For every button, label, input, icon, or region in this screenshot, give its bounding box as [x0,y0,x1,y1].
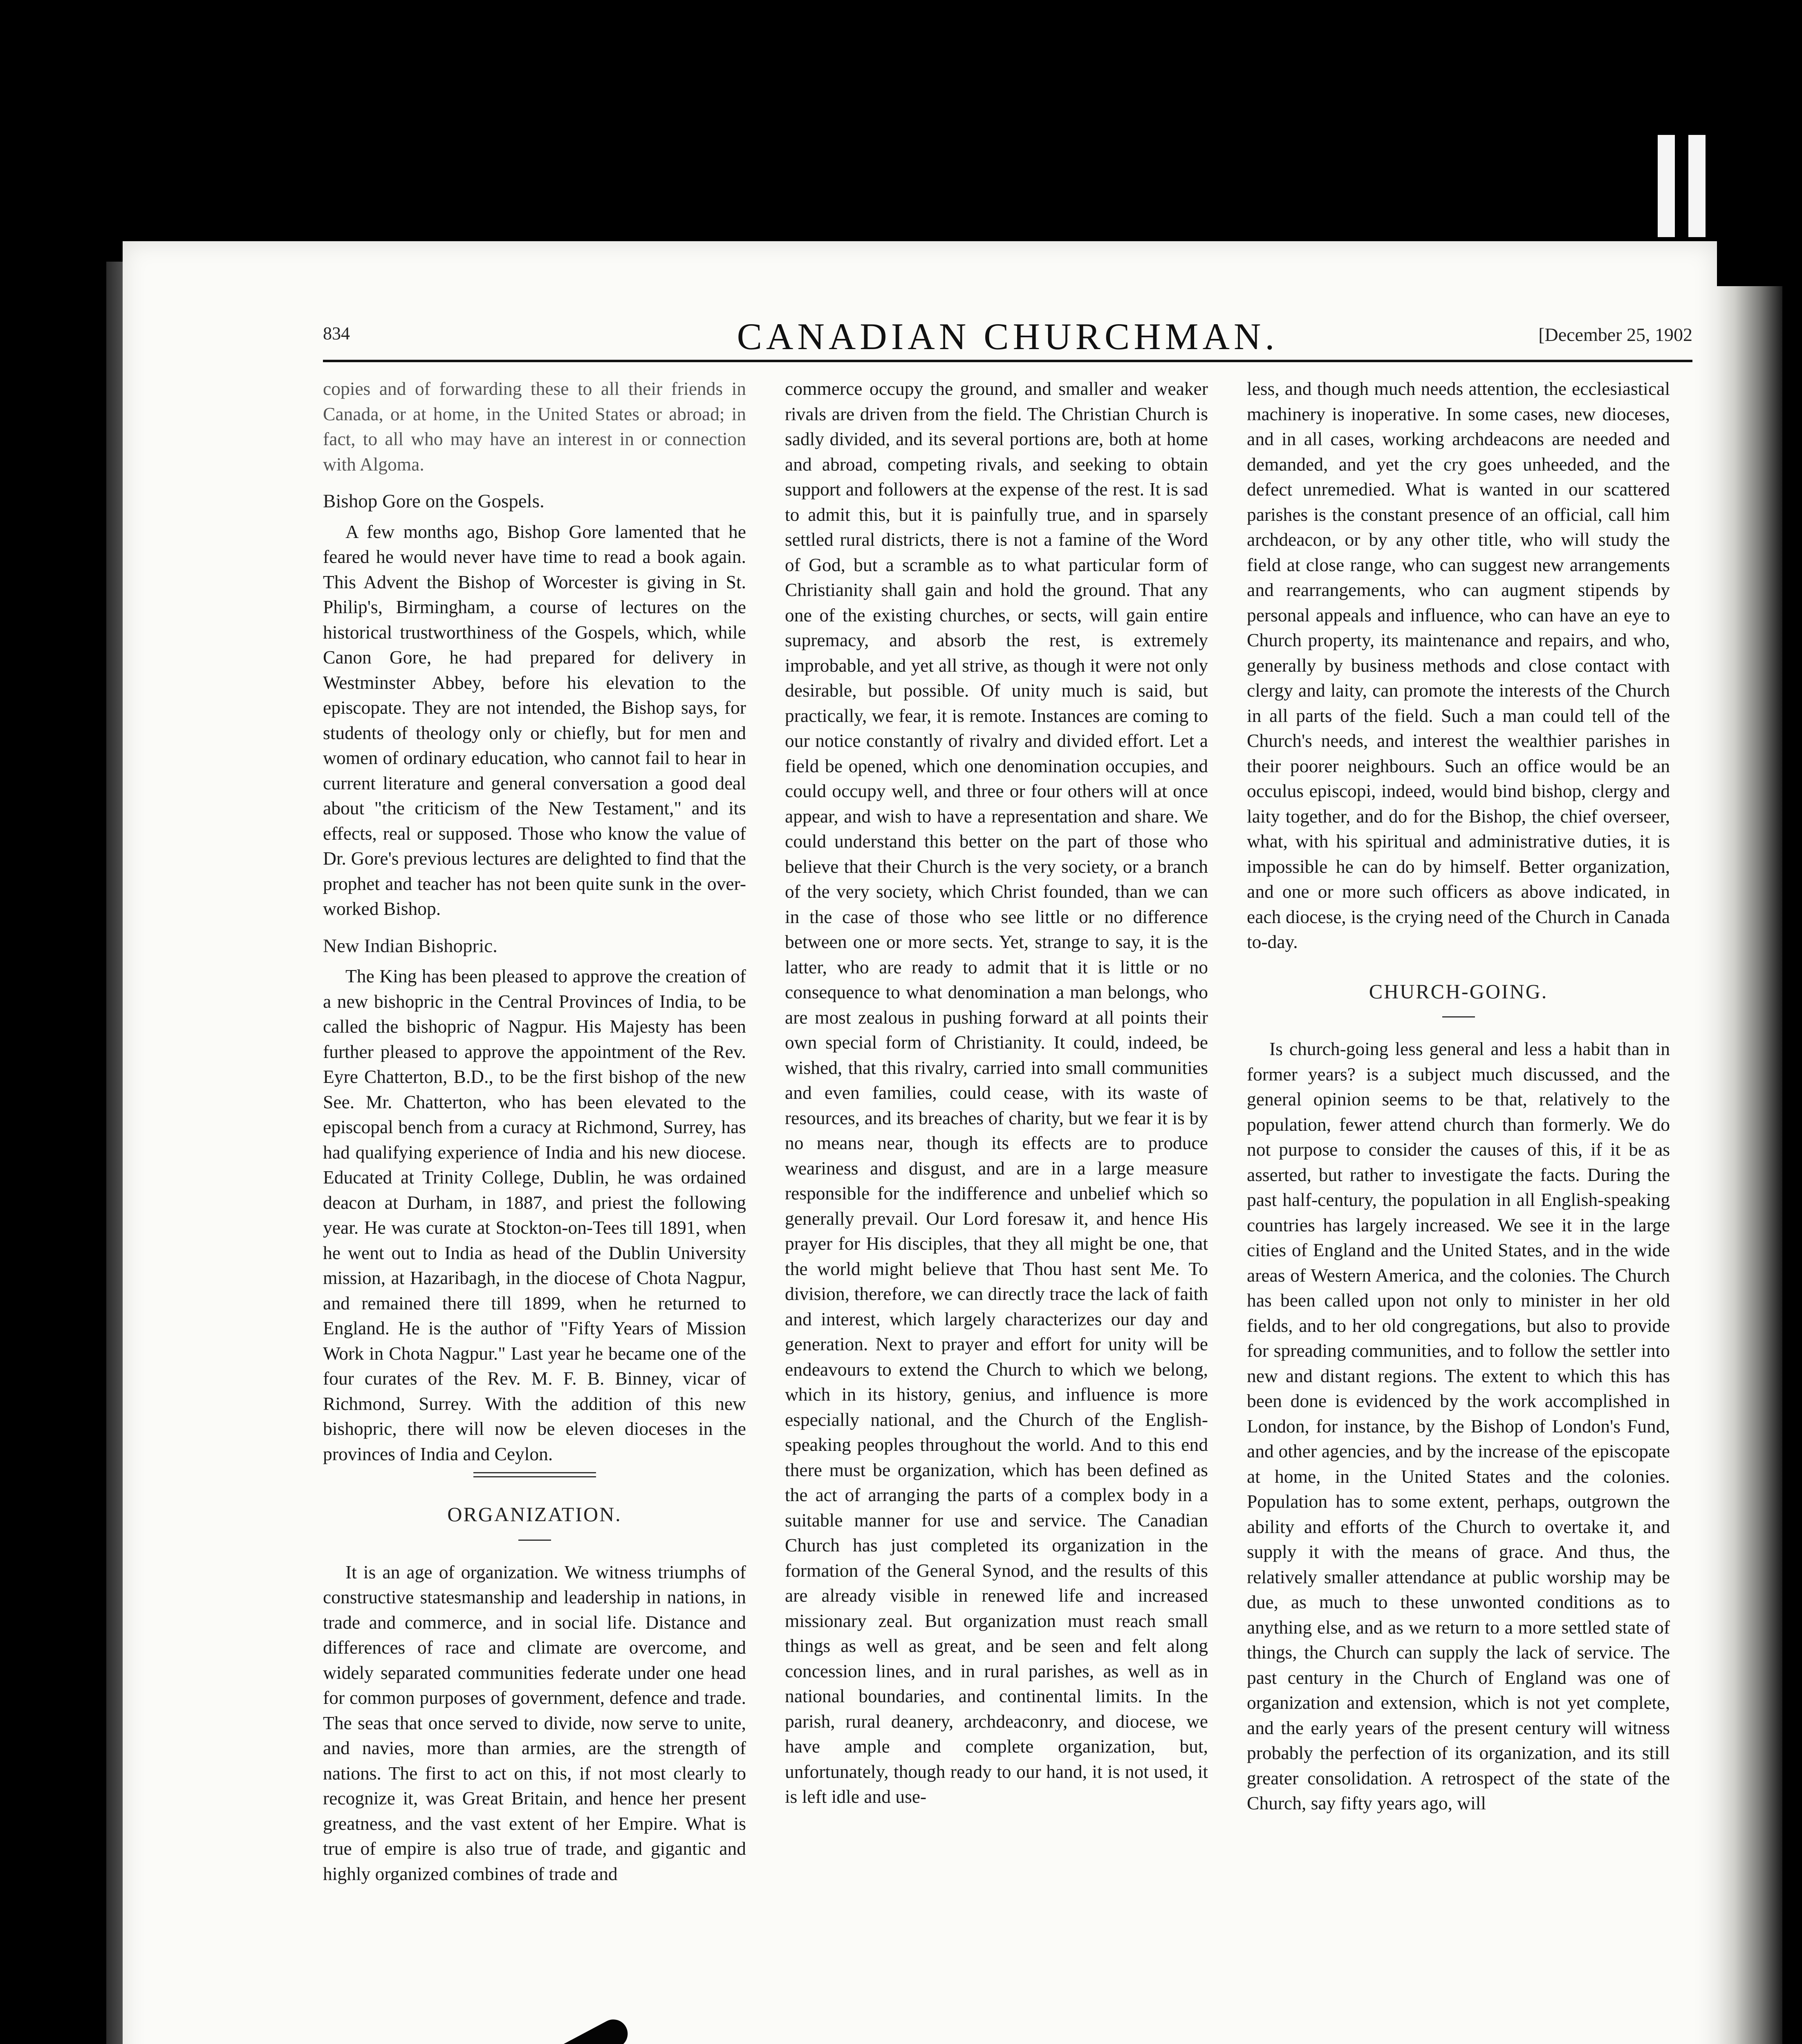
issue-date: [December 25, 1902 [1538,324,1692,345]
article-paragraph: It is an age of organization. We witness triumphs of constructive statesmanship and leadership in nations, in trade and commerce, and in social life. Distance and differences of race and climate are overcome, and widely separated communities federate under one head for common purposes of government, defence and trade. The seas that once served to divide, now serve to unite, and navies, more than armies, are the strength of nations. The first to act on this, if not most clearly to recognize it, was Great Britain, and hence her present greatness, and the vast extent of her Empire. What is true of empire is also true of trade, and gigantic and highly organized combines of trade and [323,1561,746,1884]
page-header [323,315,1692,364]
section-heading: ORGANIZATION. [447,1503,622,1526]
scan-marker [1688,135,1706,237]
journal-title: CANADIAN CHURCHMAN. [737,316,1279,357]
scan-marker [1658,135,1675,237]
article-paragraph: The King has been pleased to approve the creation of a new bishopric in the Central Provinces of India, to be called the bishopric of Nagpur. His Majesty has been further pleased to approve the appointment of the Rev. Eyre Chatterton, B.D., to be the first bishop of the new See. Mr. Chatterton, who has been elevated to the episcopal bench from a curacy at Richmond, Surrey, has had qualifying experience of India and his new diocese. Educated at Trinity College, Dublin, he was ordained deacon at Durham, in 1887, and priest the following year. He was curate at Stockton-on-Tees till 1891, when he went out to India as head of the Dublin University mission, at Hazaribagh, in the diocese of Chota Nagpur, and remained there till 1899, when he returned to England. He is the author of "Fifty Years of Mission Work in Chota Nagpur." Last year he became one of the four curates of the Rev. M. F. B. Binney, vicar of Richmond, Surrey. With the addition of this new bishopric, there will now be eleven dioceses in the provinces of India and Ceylon. [323,966,746,1464]
article-paragraph: commerce occupy the ground, and smaller and weaker rivals are driven from the field. The Christian Church is sadly divided, and its several portions are, both at home and abroad, competing rivals, and seeking to obtain support and followers at the expense of the rest. It is sad to admit this, but it is painfully true, and in sparsely settled rural districts, there is not a famine of the Word of God, but a scramble as to what particular form of Christianity shall gain and hold the ground. That any one of the existing churches, or sects, will gain entire supremacy, and absorb the rest, is extremely improbable, and yet all strive, as though it were not only desirable, but possible. Of unity much is said, but practically, we fear, it is remote. Instances are coming to our notice constantly of rivalry and divided effort. Let a field be opened, which one denomination occupies, and could occupy well, and three or four others will at once appear, and wish to have a representation and share. We could understand this better on the part of those who believe that their Church is the very society, or a branch of the very society, which Christ founded, than we can in the case of those who see little or no difference between one or more sects. Yet, strange to say, it is the latter, who are ready to admit that it is little or no consequence to what denomination a man belongs, who are most zealous in pushing forward at all points their own special form of Christianity. It could, indeed, be wished, that this rivalry, carried into small communities and even families, could cease, with its waste of resources, and its breaches of charity, but we fear it is by no means near, though its effects are to produce weariness and disgust, and are in a large measure responsible for the indifference and unbelief which so generally prevail. Our Lord foresaw it, and hence His prayer for His disciples, that they all might be one, that the world might believe that Thou hast sent Me. To division, therefore, we can directly trace the lack of faith and interest, which largely characterizes our day and generation. Next to prayer and effort for unity will be endeavours to extend the Church to which we belong, which in its history, genius, and influence is more especially national, and the Church of the English-speaking peoples throughout the world. And to this end there must be organization, which has been defined as the act of arranging the parts of a complex body in a suitable manner for use and service. The Canadian Church has just completed its organization in the formation of the General Synod, and the results of this are already visible in renewed life and increased missionary zeal. But organization must reach small things as well as great, and be seen and felt along concession lines, and in rural parishes, as well as in national boundaries, and continental limits. In the parish, rural deanery, archdeaconry, and diocese, we have ample and complete organization, but, unfortunately, though ready to our hand, it is not used, it is left idle and use- [785,378,1208,1807]
column-2 [785,376,1208,1809]
section-divider [473,1472,596,1477]
article-paragraph: Is church-going less general and less a habit than in former years? is a subject much discussed, and the general opinion seems to be that, relatively to the population, fewer attend church than formerly. We do not purpose to consider the causes of this, if it be as asserted, but rather to investigate the facts. During the past half-century, the population in all English-speaking countries has largely increased. We see it in the large cities of England and the United States, and in the wide areas of Western America, and the colonies. The Church has been called upon not only to minister in her old fields, and to her old congregations, but also to provide for spreading communities, and to follow the settler into new and distant regions. The extent to which this has been done is evidenced by the work accomplished in London, for instance, by the Bishop of London's Fund, and other agencies, and by the increase of the episcopate at home, in the United States and the colonies. Population has to some extent, perhaps, outgrown the ability and efforts of the Church to overtake it, and supply it with the means of grace. And thus, the relatively smaller attendance at public worship may be due, as much to these unwonted conditions as to anything else, and as we return to a more settled state of things, the Church can supply the lack of service. The past century in the Church of England was one of organization and extension, which is not yet complete, and the early years of the present century will witness probably the perfection of its organization, and its still greater consolidation. A retrospect of the state of the Church, say fifty years ago, will [1247,1038,1670,1813]
column-3 [1247,376,1670,1816]
article-subheading: Bishop Gore on the Gospels. [323,491,545,512]
header-rule [323,360,1692,362]
page-number: 834 [323,323,350,343]
heading-rule [1442,1016,1475,1018]
article-paragraph: copies and of forwarding these to all their friends in Canada, or at home, in the United States or abroad; in fact, to all who may have an interest in or connection with Algoma. [323,378,746,475]
section-heading: CHURCH-GOING. [1369,979,1548,1003]
heading-rule [518,1540,551,1541]
article-paragraph: A few months ago, Bishop Gore lamented that he feared he would never have time to read a book again. This Advent the Bishop of Worcester is giving in St. Philip's, Birmingham, a course of lectures on the historical trustworthiness of the Gospels, which, while Canon Gore, he had prepared for delivery in Westminster Abbey, before his elevation to the episcopate. They are not intended, the Bishop says, for students of theology only or chiefly, but for men and women of ordinary education, who cannot fail to hear in current literature and general conversation a good deal about "the criticism of the New Testament," and its effects, real or supposed. Those who know the value of Dr. Gore's previous lectures are delighted to find that the prophet and teacher has not been quite sunk in the over-worked Bishop. [323,521,746,919]
column-1 [323,376,746,1886]
article-paragraph: less, and though much needs attention, the ecclesiastical machinery is inoperative. In some cases, new dioceses, and in all cases, working archdeacons are needed and demanded, and yet the cry goes unheeded, and the defect unremedied. What is wanted in our scattered parishes is the constant presence of an official, call him archdeacon, or by any other title, who will study the field at close range, who can suggest new arrangements and rearrangements, who can augment stipends by personal appeals and influence, who can have an eye to Church property, its maintenance and repairs, and who, generally by business methods and close contact with clergy and laity, can promote the interests of the Church in all parts of the field. Such a man could tell of the Church's needs, and interest the wealthier parishes in their poorer neighbours. Such an office would be an occulus episcopi, indeed, would bind bishop, clergy and laity together, and do for the Bishop, the chief overseer, what, with his spiritual and administrative duties, it is impossible he can do by himself. Better organization, and one or more such officers as above indicated, in each diocese, is the crying need of the Church in Canada to-day. [1247,378,1670,952]
article-subheading: New Indian Bishopric. [323,935,498,957]
book-edge-right [1709,286,1782,2044]
